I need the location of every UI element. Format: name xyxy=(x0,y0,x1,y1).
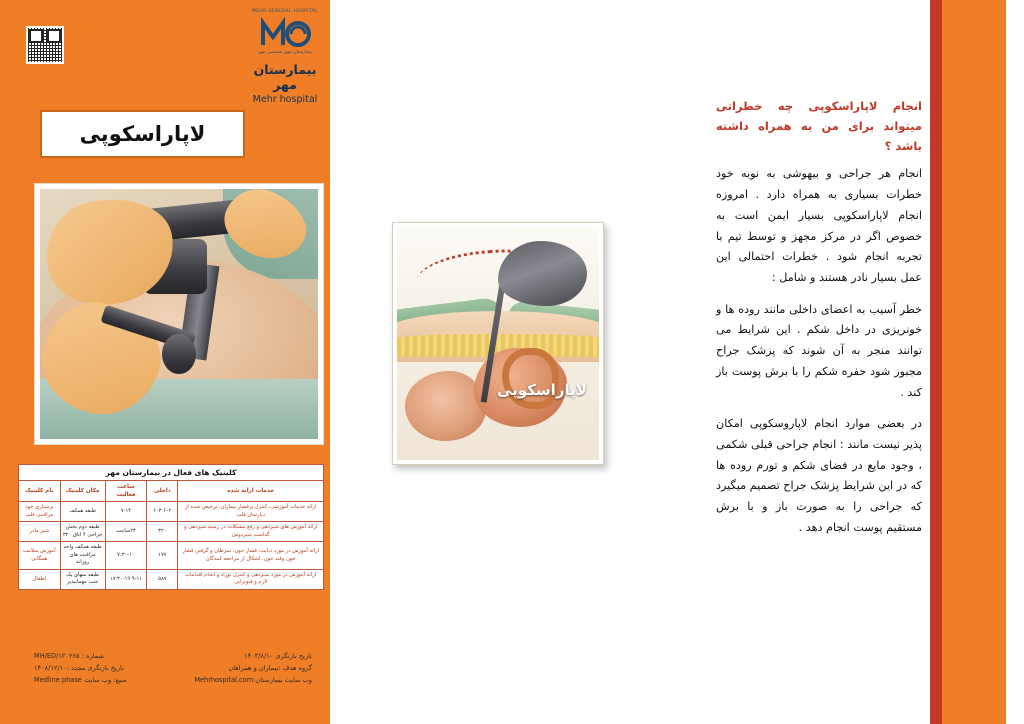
table-row xyxy=(19,542,324,570)
footer-row-2 xyxy=(20,662,326,674)
cell-services: ارائه خدمات آموزشی، کنترل پرفشار بیماران، ترخیص شده از دپارتمان قلب xyxy=(178,502,324,522)
footer-source: منبع: وب سایت Medline phase xyxy=(34,676,127,685)
red-stripe-divider xyxy=(930,0,942,724)
cell-internal: ۳۲۰ xyxy=(147,522,178,542)
cell-services: ارائه آموزش های شیردهی و رفع مشکلات در زمینه شیردهی و گذاشت شیردوش xyxy=(178,522,324,542)
cell-place: طبقه همکف واحد مراقبت های روزانه xyxy=(60,542,105,570)
hospital-name-en: Mehr hospital xyxy=(252,94,318,105)
cell-place: طبقه منهای یک جنب مهمانپذیر xyxy=(60,569,105,589)
illustration-label: لاپاراسکوپی xyxy=(496,381,587,400)
page-title: لاپاراسکوپی xyxy=(79,122,206,146)
cell-hours: ۷-۱۴ xyxy=(105,502,147,522)
cell-name: شیر مادر xyxy=(19,522,61,542)
th-place: مکان کلینیک xyxy=(60,481,105,502)
mehr-logo-icon xyxy=(255,15,315,49)
cell-services: ارائه آموزش در مورد دیابت، فشار خون، سرطان و گرفتن فشار خون وقند خون، اشکال از مراجعه کنندگان xyxy=(178,542,324,570)
right-column-heading: انجام لاپاراسکوپی چه خطراتی میتواند برای من به همراه داشته باشد ؟ xyxy=(716,99,922,154)
clinics-table-caption: کلینیک های فعال در بیمارستان مهر xyxy=(18,464,324,480)
cell-name: پرستاری خود مراقبتی قلب xyxy=(19,502,61,522)
cell-name: اطفال xyxy=(19,569,61,589)
cell-hours: ۹-۱۱ ۱۷:۳۰-۱۹ xyxy=(105,569,147,589)
table-row xyxy=(19,569,324,589)
cell-internal: ۱۷۷ xyxy=(147,542,178,570)
footer-target-group: گروه هدف :بیماران و همراهان xyxy=(228,664,312,673)
photo-instrument-knob xyxy=(162,334,195,374)
th-hours: ساعت فعالیت xyxy=(105,481,147,502)
footer-doc-number: شماره : MH/ED/۱۳۰۲۶۵ xyxy=(34,652,104,660)
th-services: خدمات ارایه شده xyxy=(178,481,324,502)
cell-services: ارائه آموزش در مورد شیردهی و کنترل نوزاد و انجام اقدامات لازم و فتوتراپی xyxy=(178,569,324,589)
illustration-colon xyxy=(502,348,559,409)
footer-issue-date: تاریخ بازنگری مجدد :۱۴۰۸/۱۲/۱۰ xyxy=(34,664,124,673)
laparoscopy-illustration-frame xyxy=(392,222,604,465)
table-row xyxy=(19,502,324,522)
cell-place: طبقه دوم بخش جراحی ۴ اتاق ۳۲۰ xyxy=(60,522,105,542)
right-paragraph-2: خطر آسیب به اعضای داخلی مانند روده ها و خونریزی در داخل شکم . این شرایط می توانند منجر به آن شوند که پزشک جراح مجبور شود حفره شکم را با برش پوست باز کند . xyxy=(716,302,922,399)
hospital-logo-block xyxy=(242,6,328,106)
clinics-table xyxy=(18,464,324,590)
qr-code-pattern xyxy=(28,28,62,62)
right-text-column xyxy=(716,96,922,550)
right-paragraph-1: انجام هر جراحی و بیهوشی به نوبه خود خطرات بسیاری به همراه دارد . امروزه انجام لاپاراسکوپی بسیار ایمن است به خصوص اگر در مرکز مجهز و توسط تیم با تجربه انجام شود . خطرات احتمالی این عمل بسیار نادر هستند و شامل : xyxy=(716,167,922,284)
brochure-title-banner xyxy=(40,110,245,158)
cell-internal: ۵۸۷ xyxy=(147,569,178,589)
logo-subtitle: بیمارستان فوق تخصصی مهر xyxy=(258,50,312,55)
right-white-edge xyxy=(1006,0,1024,724)
clinics-table-wrap xyxy=(18,464,324,590)
cell-internal: ۶۰۲ ۶۰۳ xyxy=(147,502,178,522)
cell-place: طبقه همکف xyxy=(60,502,105,522)
hospital-name-fa: بیمارستان مهر xyxy=(253,62,317,92)
right-paragraph-3: در بعضی موارد انجام لاپاروسکوپی امکان پذیر نیست مانند : انجام جراحی قبلی شکمی ، وجود مایع در فضای شکم و تورم روده ها که در این شرایط پزشک جراح تصمیم میگیرد که جراحی را به صورت باز و با برش مستقیم پوست انجام دهد . xyxy=(715,417,922,534)
table-row xyxy=(19,522,324,542)
th-internal: داخلی xyxy=(147,481,178,502)
laparoscopy-photo xyxy=(40,189,318,439)
logo-top-text: MEHR GENERAL HOSPITAL xyxy=(252,9,318,14)
illustration-intestine-left xyxy=(405,371,486,441)
laparoscopy-photo-frame xyxy=(34,183,324,445)
cell-hours: ۷:۳۰-۱۰ xyxy=(105,542,147,570)
footer-block xyxy=(20,650,326,687)
footer-review-date: تاریخ بازنگری ۱۴۰۳/۸/۱۰ xyxy=(244,652,312,660)
table-header-row xyxy=(19,481,324,502)
footer-row-1 xyxy=(20,650,326,662)
footer-website[interactable]: وب سایت بیمارستان:Mehrhospital.com xyxy=(194,676,312,685)
th-name: نام کلینیک xyxy=(19,481,61,502)
cell-name: آموزش سلامت همگانی xyxy=(19,542,61,570)
laparoscopy-illustration xyxy=(397,227,599,460)
cell-hours: ۲۴ساعت xyxy=(105,522,147,542)
footer-row-3 xyxy=(20,674,326,686)
qr-code-icon[interactable] xyxy=(26,26,64,64)
illustration-gloved-hand xyxy=(498,241,587,306)
